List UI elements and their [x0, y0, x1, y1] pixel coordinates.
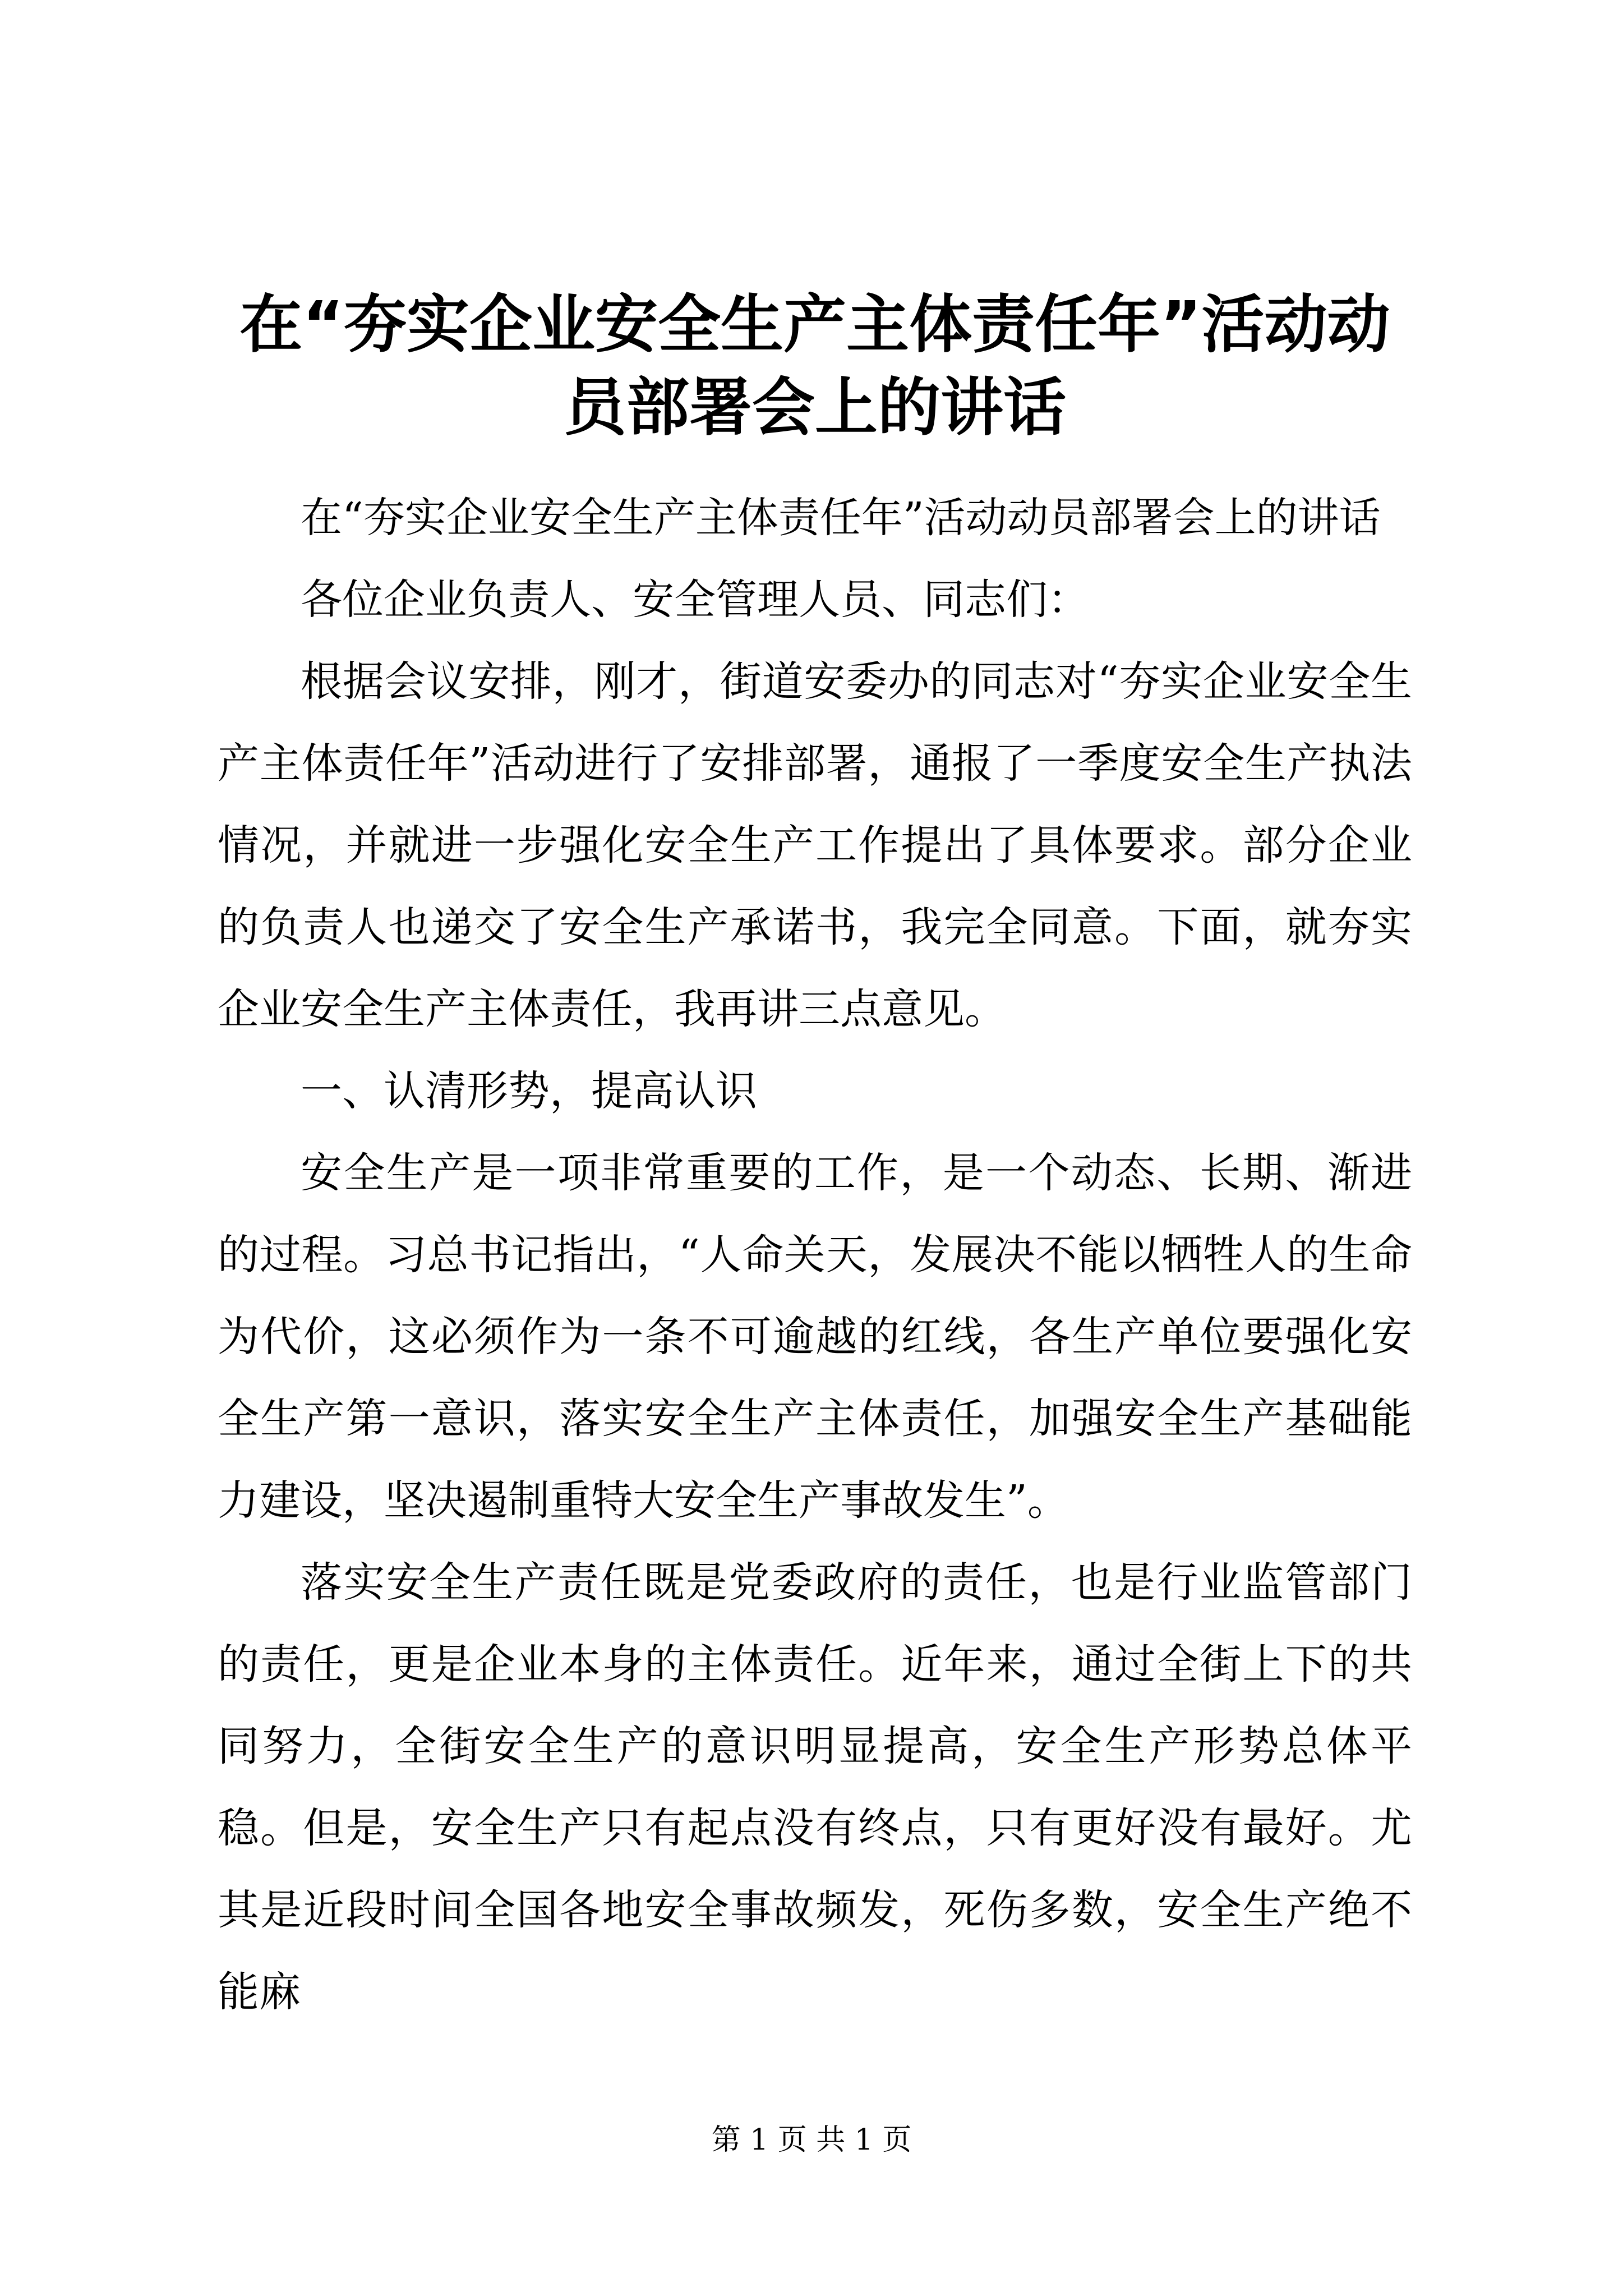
- section-heading-1: 一、认清形势，提高认识: [301, 1067, 757, 1115]
- document-title: 在“夯实企业安全生产主体责任年”活动动员部署会上的讲话: [239, 288, 1390, 444]
- paragraph-section-1-a: 安全生产是一项非常重要的工作，是一个动态、长期、渐进的过程。习总书记指出，“人命关天，发展决不能以牺牲人的生命为代价，这必须作为一条不可逾越的红线，各生产单位要强化安全生产第一意识，落实安全生产主体责任，加强安全生产基础能力建设，坚决遏制重特大安全生产事故发生”。: [218, 1149, 1412, 1525]
- paragraph-intro: 根据会议安排，刚才，街道安委办的同志对“夯实企业安全生产主体责任年”活动进行了安排部署，通报了一季度安全生产执法情况，并就进一步强化安全生产工作提出了具体要求。部分企业的负责人也递交了安全生产承诺书，我完全同意。下面，就夯实企业安全生产主体责任，我再讲三点意见。: [218, 657, 1412, 1033]
- paragraph-title-repeat: 在“夯实企业安全生产主体责任年”活动动员部署会上的讲话: [301, 494, 1381, 542]
- page-footer: 第 1 页 共 1 页: [711, 2123, 912, 2157]
- paragraph-salutation: 各位企业负责人、安全管理人员、同志们：: [301, 576, 1089, 624]
- paragraph-section-1-b: 落实安全生产责任既是党委政府的责任，也是行业监管部门的责任，更是企业本身的主体责任。近年来，通过全街上下的共同努力，全街安全生产的意识明显提高，安全生产形势总体平稳。但是，安全生产只有起点没有终点，只有更好没有最好。尤其是近段时间全国各地安全事故频发，死伤多数，安全生产绝不能麻: [218, 1558, 1412, 2016]
- document-body: [218, 477, 1412, 2033]
